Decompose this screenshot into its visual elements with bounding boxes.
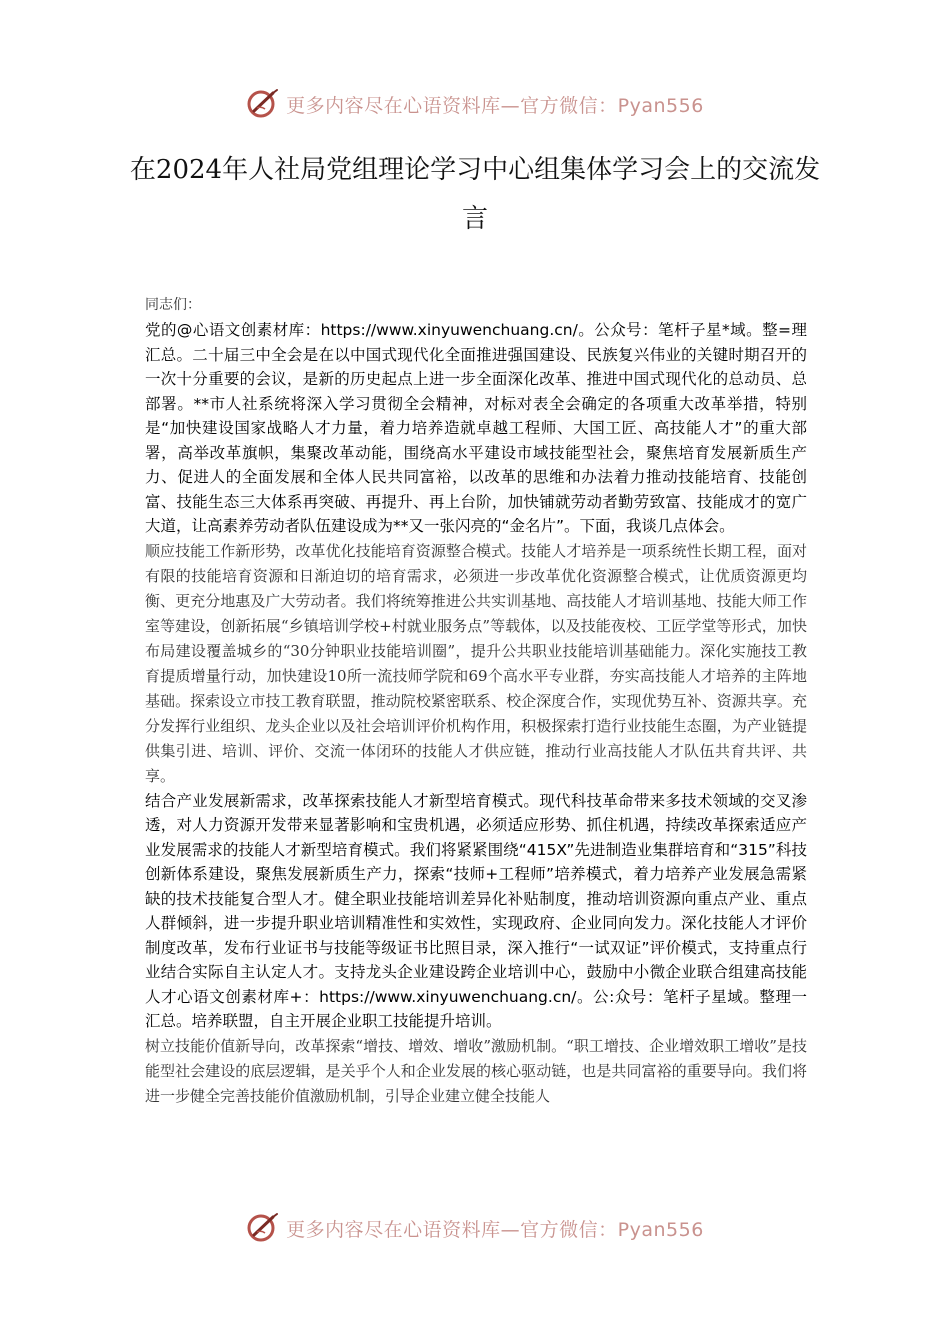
banner-text: 更多内容尽在心语资料库—官方微信：Pyan556 [286, 94, 704, 117]
pen-circle-logo-icon [246, 87, 280, 121]
document-body [145, 293, 807, 1109]
pen-circle-logo-icon [246, 1211, 280, 1245]
banner-text: 更多内容尽在心语资料库—官方微信：Pyan556 [286, 1218, 704, 1241]
paragraph-section-3: 树立技能价值新导向，改革探索“增技、增效、增收”激励机制。“职工增技、企业增效职工增收”是技能型社会建设的底层逻辑，是关乎个人和企业发展的核心驱动链，也是共同富裕的重要导向。我们将进一步健全完善技能价值激励机制，引导企业建立健全技能人 [145, 1036, 807, 1105]
paragraph-intro: 党的@心语文创素材库：https://www.xinyuwenchuang.cn/。公众号：笔杆子星*域。整=理汇总。二十届三中全会是在以中国式现代化全面推进强国建设、民族复兴伟业的关键时期召开的一次十分重要的会议，是新的历史起点上进一步全面深化改革、推进中国式现代化的总动员、总部署。**市人社系统将深入学习贯彻全会精神，对标对表全会确定的各项重大改革举措，特别是“加快建设国家战略人才力量，着力培养造就卓越工程师、大国工匠、高技能人才”的重大部署，高举改革旗帜，集聚改革动能，围绕高水平建设市域技能型社会，聚焦培育发展新质生产力、促进人的全面发展和全体人民共同富裕，以改革的思维和办法着力推动技能培育、技能创富、技能生态三大体系再突破、再提升、再上台阶，加快铺就劳动者勤劳致富、技能成才的宽广大道，让高素养劳动者队伍建设成为**又一张闪亮的“金名片”。下面，我谈几点体会。 [145, 321, 807, 535]
header-banner [0, 82, 950, 126]
footer-banner [0, 1206, 950, 1250]
paragraph-section-2: 结合产业发展新需求，改革探索技能人才新型培育模式。现代科技革命带来多技术领域的交叉渗透，对人力资源开发带来显著影响和宝贵机遇，必须适应形势、抓住机遇，持续改革探索适应产业发展需求的技能人才新型培育模式。我们将紧紧围绕“415X”先进制造业集群培育和“315”科技创新体系建设，聚焦发展新质生产力，探索“技师+工程师”培养模式，着力培养产业发展急需紧缺的技术技能复合型人才。健全职业技能培训差异化补贴制度，推动培训资源向重点产业、重点人群倾斜，进一步提升职业培训精准性和实效性，实现政府、企业同向发力。深化技能人才评价制度改革，发布行业证书与技能等级证书比照目录，深入推行“一试双证”评价模式，支持重点行业结合实际自主认定人才。支持龙头企业建设跨企业培训中心，鼓励中小微企业联合组建高技能人才心语文创素材库+：https://www.xinyuwenchuang.cn/。公:众号：笔杆子星域。整理一汇总。培养联盟，自主开展企业职工技能提升培训。 [145, 791, 807, 1030]
document-title: 在2024年人社局党组理论学习中心组集体学习会上的交流发言 [129, 155, 821, 234]
paragraph-section-1: 顺应技能工作新形势，改革优化技能培育资源整合模式。技能人才培养是一项系统性长期工程，面对有限的技能培育资源和日渐迫切的培育需求，必须进一步改革优化资源整合模式，让优质资源更均衡、更充分地惠及广大劳动者。我们将统筹推进公共实训基地、高技能人才培训基地、技能大师工作室等建设，创新拓展“乡镇培训学校+村就业服务点”等载体，以及技能夜校、工匠学堂等形式，加快布局建设覆盖城乡的“30分钟职业技能培训圈”，提升公共职业技能培训基础能力。深化实施技工教育提质增量行动，加快建设10所一流技师学院和69个高水平专业群，夯实高技能人才培养的主阵地基础。探索设立市技工教育联盟，推动院校紧密联系、校企深度合作，实现优势互补、资源共享。充分发挥行业组织、龙头企业以及社会培训评价机构作用，积极探索打造行业技能生态圈，为产业链提供集引进、培训、评价、交流一体闭环的技能人才供应链，推动行业高技能人才队伍共育共评、共享。 [145, 541, 807, 785]
greeting: 同志们： [145, 297, 201, 313]
